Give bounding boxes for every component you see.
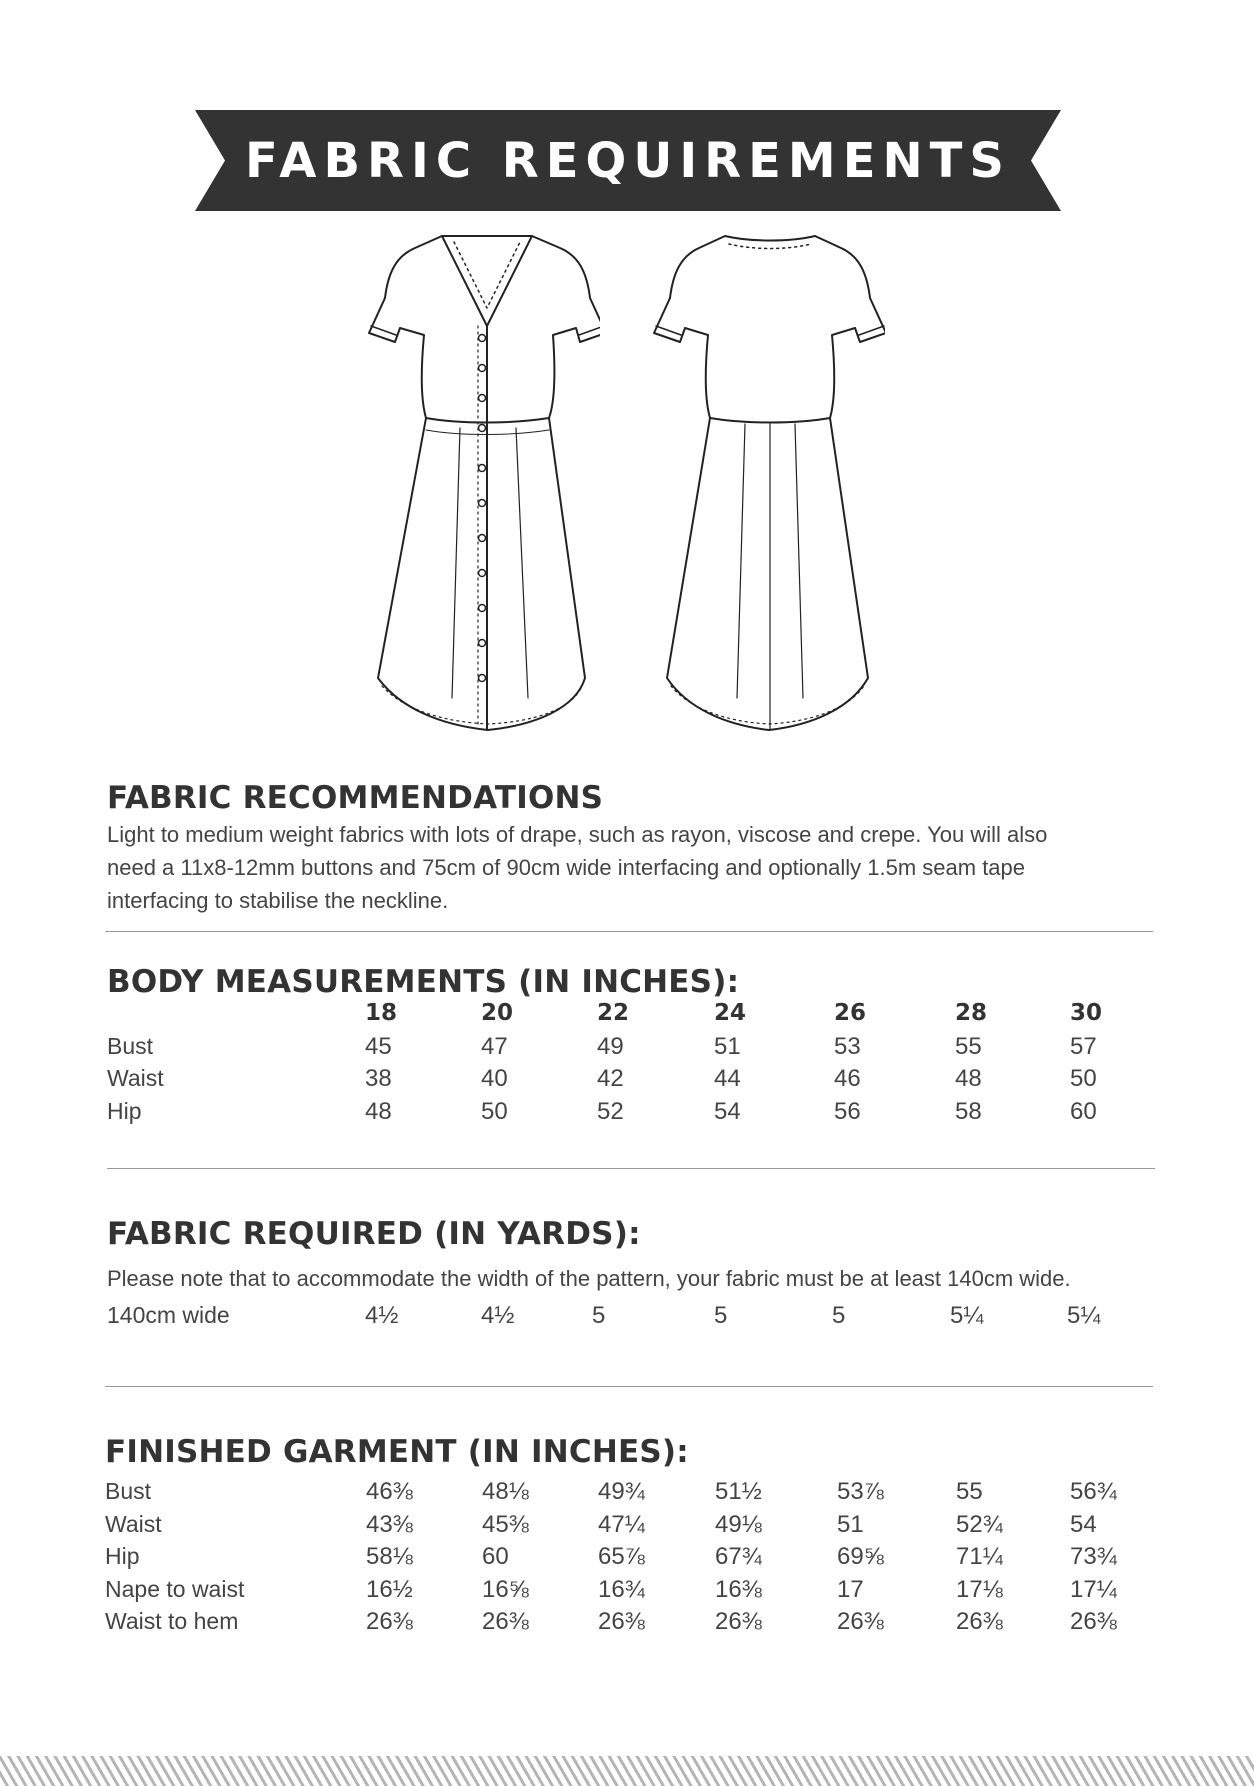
table-cell: 17¼ [1070, 1575, 1117, 1603]
table-cell: 55 [956, 1478, 983, 1505]
table-cell: 47¼ [598, 1510, 645, 1538]
table-cell: 47 [481, 1032, 508, 1060]
table-cell: 26⅜ [366, 1608, 413, 1635]
table-cell: 16½ [366, 1575, 413, 1603]
row-label: 140cm wide [107, 1302, 230, 1328]
table-cell: 26⅜ [715, 1608, 762, 1635]
table-cell: 73¾ [1070, 1543, 1117, 1570]
table-cell: 57 [1070, 1032, 1097, 1060]
row-label: Nape to waist [105, 1575, 245, 1602]
fabric-recommendations-text [107, 818, 1167, 917]
size-header: 30 [1070, 1000, 1103, 1026]
table-cell: 49 [597, 1032, 624, 1060]
table-cell: 55 [955, 1032, 982, 1060]
size-header: 24 [714, 1000, 747, 1026]
table-cell: 56¾ [1070, 1478, 1117, 1505]
table-cell: 65⅞ [598, 1543, 645, 1570]
table-cell: 51 [714, 1032, 741, 1060]
fabric-required-heading: FABRIC REQUIRED (IN YARDS): [107, 1216, 641, 1252]
recommendation-line: need a 11x8-12mm buttons and 75cm of 90cm wide interfacing and optionally 1.5m seam tape [107, 855, 1026, 880]
table-row [107, 1033, 1167, 1066]
divider [107, 1168, 1155, 1169]
table-cell: 43⅜ [366, 1510, 413, 1538]
table-cell: 45 [365, 1032, 392, 1060]
table-cell: 54 [714, 1097, 741, 1125]
table-cell: 5¼ [950, 1302, 984, 1329]
table-cell: 38 [365, 1065, 392, 1092]
table-row [105, 1478, 1165, 1511]
row-label: Hip [105, 1543, 140, 1569]
table-cell: 67¾ [715, 1543, 762, 1570]
table-cell: 46 [834, 1065, 861, 1092]
table-cell: 5 [592, 1302, 606, 1329]
table-cell: 50 [481, 1097, 508, 1125]
table-cell: 26⅜ [1070, 1608, 1117, 1635]
table-cell: 26⅜ [837, 1608, 884, 1635]
dress-back-icon [645, 228, 885, 738]
table-cell: 48 [365, 1097, 392, 1125]
table-cell: 42 [597, 1065, 624, 1092]
table-cell: 52¾ [956, 1510, 1003, 1538]
table-cell: 40 [481, 1065, 508, 1092]
fabric-recommendations-heading: FABRIC RECOMMENDATIONS [107, 780, 604, 816]
row-label: Hip [107, 1097, 142, 1124]
size-header: 22 [597, 1000, 630, 1026]
table-cell: 17 [837, 1575, 864, 1603]
table-cell: 53⅞ [837, 1478, 884, 1505]
recommendation-line: interfacing to stabilise the neckline. [107, 888, 449, 913]
table-cell: 5 [832, 1302, 846, 1329]
title-banner [195, 110, 1061, 211]
row-label: Bust [107, 1032, 154, 1059]
table-cell: 26⅜ [956, 1608, 1003, 1635]
table-cell: 53 [834, 1032, 861, 1060]
row-label: Waist [105, 1510, 162, 1537]
row-label: Bust [105, 1478, 152, 1504]
table-cell: 49¾ [598, 1478, 645, 1505]
table-cell: 16¾ [598, 1575, 645, 1603]
table-cell: 71¼ [956, 1543, 1003, 1570]
table-cell: 5¼ [1067, 1302, 1101, 1329]
page-title: FABRIC REQUIREMENTS [245, 132, 1011, 189]
table-cell: 26⅜ [598, 1608, 645, 1635]
table-cell: 45⅜ [482, 1510, 529, 1538]
size-header: 26 [834, 1000, 867, 1026]
table-cell: 60 [1070, 1097, 1097, 1125]
table-cell: 58 [955, 1097, 982, 1125]
row-label: Waist [107, 1065, 164, 1091]
table-cell: 26⅜ [482, 1608, 529, 1635]
body-measurements-table [107, 1000, 1167, 1130]
table-cell: 17⅛ [956, 1575, 1003, 1603]
table-cell: 49⅛ [715, 1510, 762, 1538]
finished-garment-heading: FINISHED GARMENT (IN INCHES): [105, 1434, 689, 1470]
size-header: 18 [365, 1000, 398, 1026]
table-cell: 48 [955, 1065, 982, 1092]
divider [105, 1386, 1153, 1387]
table-cell: 56 [834, 1097, 861, 1125]
table-cell: 60 [482, 1543, 509, 1570]
table-cell: 50 [1070, 1065, 1097, 1092]
size-header: 20 [481, 1000, 514, 1026]
table-row [107, 1065, 1167, 1098]
table-cell: 48⅛ [482, 1478, 529, 1505]
table-row [105, 1543, 1165, 1576]
size-header-row [107, 1000, 1167, 1033]
table-cell: 54 [1070, 1510, 1097, 1538]
table-cell: 69⅝ [837, 1543, 884, 1570]
recommendation-line: Light to medium weight fabrics with lots of drape, such as rayon, viscose and crepe. You will also [107, 822, 1048, 847]
row-label: Waist to hem [105, 1608, 239, 1634]
body-measurements-heading: BODY MEASUREMENTS (IN INCHES): [107, 964, 740, 1000]
divider [105, 931, 1153, 932]
table-row [107, 1302, 1167, 1335]
table-cell: 51 [837, 1510, 864, 1538]
table-cell: 4½ [481, 1302, 515, 1329]
table-cell: 5 [714, 1302, 728, 1329]
footer-stripes [0, 1756, 1254, 1786]
table-cell: 58⅛ [366, 1543, 413, 1570]
fabric-required-table [107, 1302, 1167, 1335]
size-header: 28 [955, 1000, 988, 1026]
table-cell: 44 [714, 1065, 741, 1092]
table-cell: 46⅜ [366, 1478, 413, 1505]
table-cell: 16⅝ [482, 1575, 529, 1603]
table-cell: 52 [597, 1097, 624, 1125]
table-cell: 4½ [365, 1302, 399, 1329]
table-row [105, 1576, 1165, 1609]
table-row [107, 1098, 1167, 1131]
table-cell: 51½ [715, 1478, 762, 1505]
fabric-width-note: Please note that to accommodate the width of the pattern, your fabric must be at least 140cm wide. [107, 1266, 1071, 1291]
finished-garment-table [105, 1478, 1165, 1641]
table-cell: 16⅜ [715, 1575, 762, 1603]
table-row [105, 1608, 1165, 1641]
table-row [105, 1511, 1165, 1544]
dress-front-icon [360, 228, 600, 738]
